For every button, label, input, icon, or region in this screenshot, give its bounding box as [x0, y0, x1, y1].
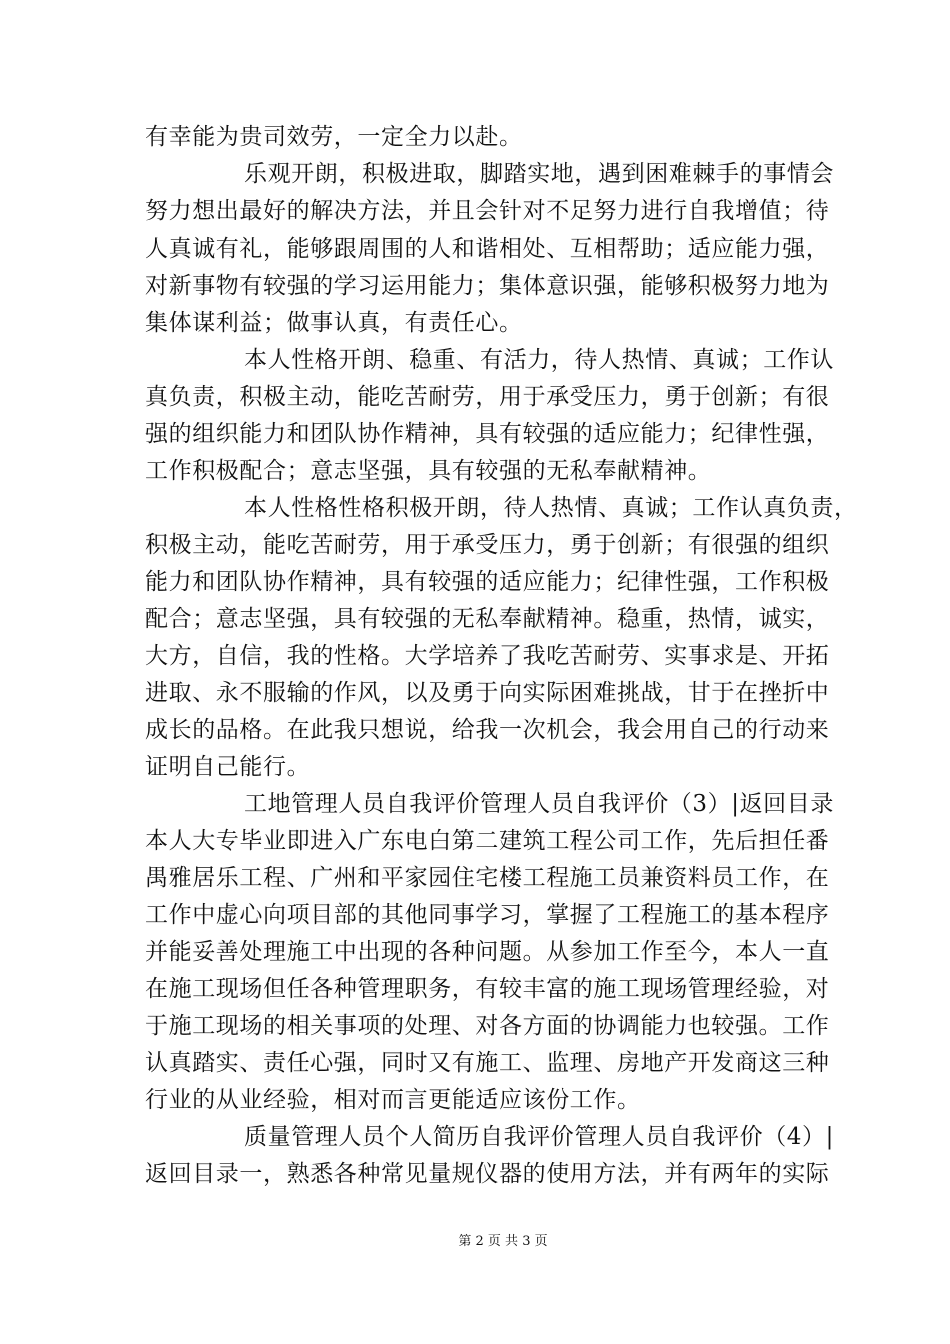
- text-line: 能力和团队协作精神，具有较强的适应能力；纪律性强，工作积极: [145, 569, 830, 595]
- text-line: 工作积极配合；意志坚强，具有较强的无私奉献精神。: [145, 458, 712, 484]
- text-line: 强的组织能力和团队协作精神，具有较强的适应能力；纪律性强，: [145, 421, 830, 447]
- text-line: 于施工现场的相关事项的处理、对各方面的协调能力也较强。工作: [145, 1013, 830, 1039]
- text-line: 在施工现场但任各种管理职务，有较丰富的施工现场管理经验，对: [145, 976, 830, 1002]
- paragraph-start-line: 本人性格性格积极开朗，待人热情、真诚；工作认真负责，: [244, 495, 858, 521]
- text-line: 成长的品格。在此我只想说，给我一次机会，我会用自己的行动来: [145, 717, 830, 743]
- text-line: 证明自己能行。: [145, 754, 311, 780]
- text-line: 行业的从业经验，相对而言更能适应该份工作。: [145, 1087, 641, 1113]
- text-line: 集体谋利益；做事认真，有责任心。: [145, 310, 523, 336]
- paragraph-start-line: 本人性格开朗、稳重、有活力，待人热情、真诚；工作认: [244, 347, 834, 373]
- text-line: 大方，自信，我的性格。大学培养了我吃苦耐劳、实事求是、开拓: [145, 643, 830, 669]
- text-line: 认真踏实、责任心强，同时又有施工、监理、房地产开发商这三种: [145, 1050, 830, 1076]
- text-line: 配合；意志坚强，具有较强的无私奉献精神。稳重，热情，诚实，: [145, 606, 830, 632]
- page-footer: 第 2 页 共 3 页: [458, 1234, 548, 1249]
- text-line: 工作中虚心向项目部的其他同事学习，掌握了工程施工的基本程序: [145, 902, 830, 928]
- paragraph-start-line: 乐观开朗，积极进取，脚踏实地，遇到困难棘手的事情会: [244, 161, 834, 187]
- text-line: 积极主动，能吃苦耐劳，用于承受压力，勇于创新；有很强的组织: [145, 532, 830, 558]
- text-line: 真负责，积极主动，能吃苦耐劳，用于承受压力，勇于创新；有很: [145, 384, 830, 410]
- text-line: 禺雅居乐工程、广州和平家园住宅楼工程施工员兼资料员工作，在: [145, 865, 830, 891]
- text-line: 努力想出最好的解决方法，并且会针对不足努力进行自我增值；待: [145, 198, 830, 224]
- text-line: 本人大专毕业即进入广东电白第二建筑工程公司工作，先后担任番: [145, 828, 830, 854]
- text-line: 进取、永不服输的作风，以及勇于向实际困难挑战，甘于在挫折中: [145, 680, 830, 706]
- text-line: 有幸能为贵司效劳，一定全力以赴。: [145, 124, 523, 150]
- text-line: 并能妥善处理施工中出现的各种问题。从参加工作至今，本人一直: [145, 939, 830, 965]
- section-heading-line: 工地管理人员自我评价管理人员自我评价（3）|返回目录: [244, 791, 834, 817]
- text-line: 返回目录一，熟悉各种常见量规仪器的使用方法，并有两年的实际: [145, 1161, 830, 1187]
- text-line: 人真诚有礼，能够跟周围的人和谐相处、互相帮助；适应能力强，: [145, 236, 830, 262]
- text-line: 对新事物有较强的学习运用能力；集体意识强，能够积极努力地为: [145, 273, 830, 299]
- section-heading-line: 质量管理人员个人简历自我评价管理人员自我评价（4）|: [244, 1124, 834, 1150]
